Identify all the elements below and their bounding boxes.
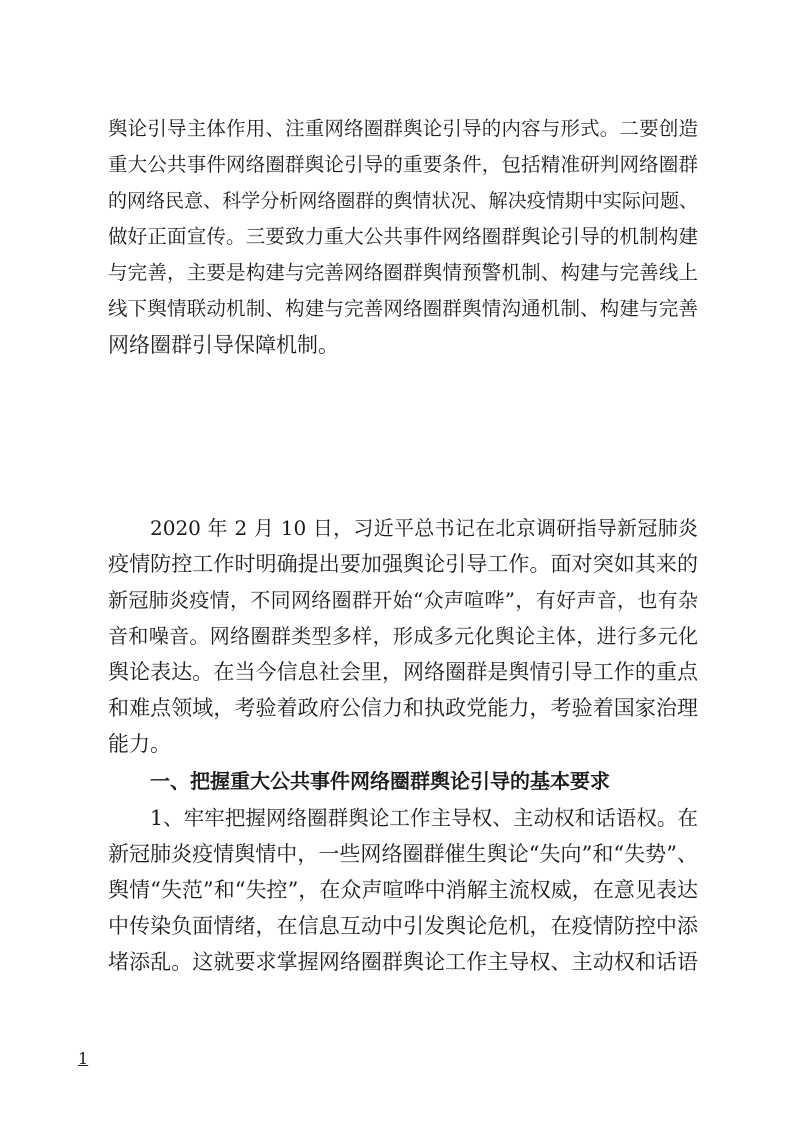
paragraph-1-line-4: 做好正面宣传。三要致力重大公共事件网络圈群舆论引导的机制构建 (108, 225, 698, 248)
paragraph-1-line-6: 线下舆情联动机制、构建与完善网络圈群舆情沟通机制、构建与完善 (108, 297, 698, 320)
paragraph-3-line-3: 舆情“失范”和“失控”，在众声喧哗中消解主流权威，在意见表达 (108, 878, 698, 902)
paragraph-1-line-5: 与完善，主要是构建与完善网络圈群舆情预警机制、构建与完善线上 (108, 261, 698, 284)
paragraph-1-line-3: 的网络民意、科学分析网络圈群的舆情状况、解决疫情期中实际问题、 (108, 190, 698, 212)
paragraph-1-line-7: 网络圈群引导保障机制。 (108, 333, 339, 357)
paragraph-1-line-2: 重大公共事件网络圈群舆论引导的重要条件，包括精准研判网络圈群 (108, 153, 698, 176)
paragraph-3-line-1: 1、牢牢把握网络圈群舆论工作主导权、主动权和话语权。在 (150, 806, 698, 830)
paragraph-2-line-3: 新冠肺炎疫情，不同网络圈群开始“众声喧哗”，有好声音，也有杂 (108, 588, 698, 612)
paragraph-2-line-1: 2020 年 2 月 10 日，习近平总书记在北京调研指导新冠肺炎 (150, 516, 698, 540)
section-heading: 一、把握重大公共事件网络圈群舆论引导的基本要求 (150, 769, 610, 793)
paragraph-3-line-4: 中传染负面情绪，在信息互动中引发舆论危机，在疫情防控中添 (108, 914, 698, 938)
paragraph-2-line-7: 能力。 (108, 732, 171, 756)
paragraph-2-line-5: 舆论表达。在当今信息社会里，网络圈群是舆情引导工作的重点 (108, 660, 698, 684)
paragraph-2-line-2: 疫情防控工作时明确提出要加强舆论引导工作。面对突如其来的 (108, 552, 698, 576)
paragraph-3-line-2: 新冠肺炎疫情舆情中，一些网络圈群催生舆论“失向”和“失势”、 (108, 842, 698, 866)
paragraph-2-line-4: 音和噪音。网络圈群类型多样，形成多元化舆论主体，进行多元化 (108, 624, 698, 648)
page-number: 1 (78, 1049, 89, 1068)
paragraph-1-line-1: 舆论引导主体作用、注重网络圈群舆论引导的内容与形式。二要创造 (108, 117, 698, 140)
paragraph-3-line-5: 堵添乱。这就要求掌握网络圈群舆论工作主导权、主动权和话语 (108, 950, 698, 974)
paragraph-2-line-6: 和难点领域，考验着政府公信力和执政党能力，考验着国家治理 (108, 696, 698, 720)
